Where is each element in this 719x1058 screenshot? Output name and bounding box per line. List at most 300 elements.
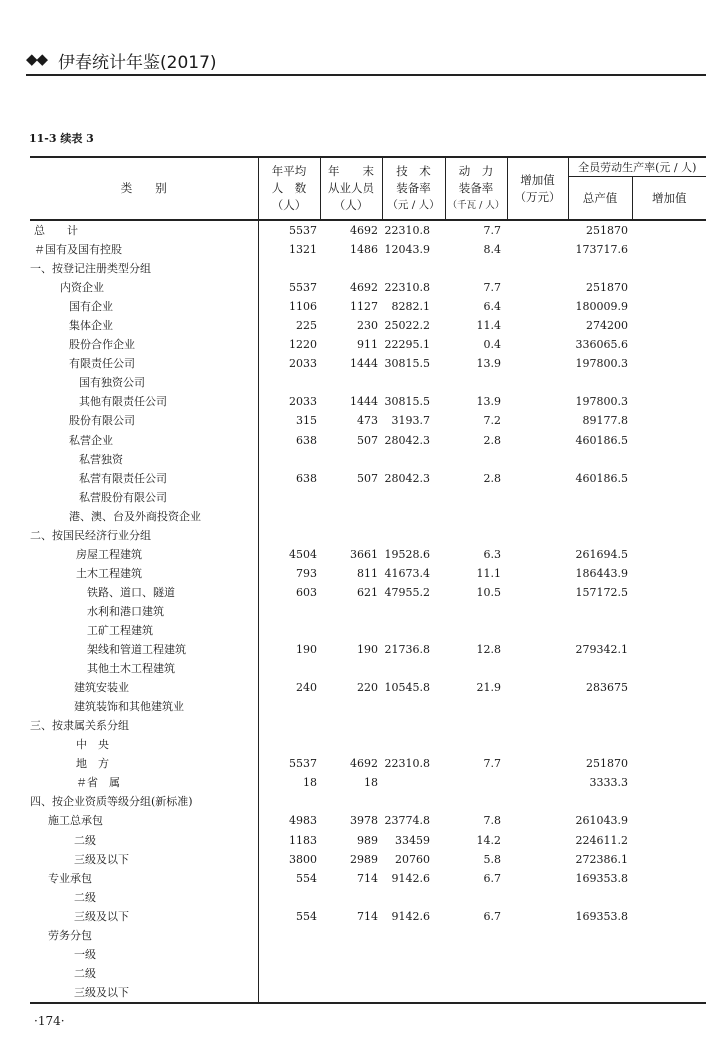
table-row	[30, 450, 706, 469]
row-value: 33459	[395, 833, 430, 847]
row-value	[632, 831, 706, 850]
row-value	[507, 945, 568, 964]
row-value: 4504	[289, 547, 317, 561]
row-value	[507, 640, 568, 659]
row-value	[320, 697, 382, 716]
table-row	[30, 869, 706, 888]
header-value-added	[507, 157, 568, 220]
header-line: 人 数	[271, 181, 307, 195]
row-value: 190	[296, 643, 317, 657]
header-line: 从业人员	[328, 181, 374, 195]
table-row	[30, 488, 706, 507]
row-value: 272386.1	[575, 852, 628, 866]
row-category: 二级	[30, 964, 258, 983]
row-category: 一级	[30, 945, 258, 964]
row-value: 3800	[289, 852, 317, 866]
row-value: 911	[357, 338, 378, 352]
row-value: 473	[357, 414, 378, 428]
row-value	[320, 450, 382, 469]
row-value	[445, 983, 507, 1003]
row-value	[632, 278, 706, 297]
yearbook-title: 伊春统计年鉴(2017)	[58, 53, 217, 73]
row-value: 714	[357, 909, 378, 923]
row-value: 225	[296, 319, 317, 333]
row-value	[445, 773, 507, 792]
row-value	[632, 354, 706, 373]
row-value	[632, 869, 706, 888]
row-value	[320, 945, 382, 964]
row-value	[382, 602, 445, 621]
row-value: 7.7	[483, 281, 501, 295]
row-value: 1444	[350, 395, 378, 409]
row-value	[382, 373, 445, 392]
row-value	[507, 411, 568, 430]
table-row	[30, 240, 706, 259]
row-value	[320, 983, 382, 1003]
row-value: 22310.8	[384, 757, 430, 771]
table-row	[30, 259, 706, 278]
row-value	[568, 735, 632, 754]
row-value	[632, 716, 706, 735]
page-number: ·174·	[34, 1014, 65, 1028]
row-value	[632, 792, 706, 811]
row-value: 21.9	[476, 681, 501, 695]
table-label: 11-3 续表 3	[29, 132, 94, 145]
row-value	[445, 526, 507, 545]
row-value: 224611.2	[575, 833, 628, 847]
row-value	[320, 792, 382, 811]
row-category: ＃国有及国有控股	[30, 240, 258, 259]
row-value	[382, 945, 445, 964]
row-value: 169353.8	[575, 871, 628, 885]
header-line: 技 术	[396, 164, 431, 178]
row-value	[632, 240, 706, 259]
row-value	[258, 373, 320, 392]
row-value	[258, 259, 320, 278]
table-row	[30, 392, 706, 411]
table-row	[30, 735, 706, 754]
row-value	[507, 335, 568, 354]
row-value	[445, 716, 507, 735]
row-category: 国有独资公司	[30, 373, 258, 392]
row-value	[320, 659, 382, 678]
running-header	[26, 48, 706, 76]
row-value	[507, 926, 568, 945]
row-category: 私营独资	[30, 450, 258, 469]
row-value	[632, 621, 706, 640]
row-value	[507, 297, 568, 316]
header-avg-employees	[258, 157, 320, 220]
row-category: 国有企业	[30, 297, 258, 316]
row-value: 251870	[586, 224, 628, 238]
row-value	[320, 526, 382, 545]
row-value	[382, 488, 445, 507]
row-value: 251870	[586, 757, 628, 771]
row-value: 197800.3	[575, 395, 628, 409]
table-row	[30, 469, 706, 488]
row-value: 261043.9	[575, 814, 628, 828]
row-value: 23774.8	[384, 814, 430, 828]
row-value: 12.8	[476, 643, 501, 657]
row-value	[507, 907, 568, 926]
row-value	[258, 526, 320, 545]
row-value	[382, 773, 445, 792]
row-value	[507, 754, 568, 773]
header-line: （人）	[333, 198, 369, 212]
row-value	[568, 621, 632, 640]
header-line: （人）	[271, 198, 307, 212]
row-value	[382, 697, 445, 716]
row-value	[445, 621, 507, 640]
row-value: 0.4	[483, 338, 501, 352]
row-value	[382, 792, 445, 811]
row-value	[320, 888, 382, 907]
row-category: 四、按企业资质等级分组(新标准)	[30, 792, 258, 811]
row-value: 1321	[289, 243, 317, 257]
table-row	[30, 621, 706, 640]
row-value: 1220	[289, 338, 317, 352]
table-body	[30, 220, 706, 1003]
row-value	[568, 526, 632, 545]
row-value: 274200	[586, 319, 628, 333]
header-category: 类 别	[30, 157, 258, 220]
table-row	[30, 583, 706, 602]
row-value	[568, 926, 632, 945]
row-value	[258, 964, 320, 983]
row-value: 989	[357, 833, 378, 847]
row-value	[258, 450, 320, 469]
row-value: 13.9	[476, 357, 501, 371]
table-row	[30, 220, 706, 240]
row-value	[632, 220, 706, 240]
row-value	[632, 907, 706, 926]
row-value: 47955.2	[384, 585, 430, 599]
header-line: （元 / 人）	[387, 199, 440, 211]
row-category: 劳务分包	[30, 926, 258, 945]
row-value	[568, 888, 632, 907]
row-value: 5537	[289, 757, 317, 771]
header-gross-output: 总产值	[568, 177, 632, 221]
row-value	[568, 488, 632, 507]
row-value	[632, 678, 706, 697]
row-value	[382, 735, 445, 754]
row-value: 638	[296, 471, 317, 485]
row-value	[445, 373, 507, 392]
row-value	[507, 469, 568, 488]
table-row	[30, 373, 706, 392]
table-row	[30, 507, 706, 526]
row-value: 3978	[350, 814, 378, 828]
row-value	[507, 888, 568, 907]
row-value	[632, 659, 706, 678]
row-value: 220	[357, 681, 378, 695]
row-value: 5537	[289, 281, 317, 295]
row-value	[568, 259, 632, 278]
row-value: 7.2	[483, 414, 501, 428]
row-category: 建筑安装业	[30, 678, 258, 697]
row-value	[507, 507, 568, 526]
row-value: 2.8	[483, 471, 501, 485]
row-value	[632, 983, 706, 1003]
table-row	[30, 335, 706, 354]
row-value	[507, 278, 568, 297]
row-category: 土木工程建筑	[30, 564, 258, 583]
row-category: 其他有限责任公司	[30, 392, 258, 411]
row-value	[507, 392, 568, 411]
row-value	[507, 621, 568, 640]
row-value	[507, 792, 568, 811]
table-row	[30, 278, 706, 297]
row-value: 2989	[350, 852, 378, 866]
row-value: 638	[296, 433, 317, 447]
row-value: 6.7	[483, 909, 501, 923]
row-value	[382, 983, 445, 1003]
row-value	[632, 735, 706, 754]
row-value: 460186.5	[575, 433, 628, 447]
row-value	[507, 545, 568, 564]
header-power-equipment-rate	[445, 157, 507, 220]
row-value: 3193.7	[391, 414, 430, 428]
row-value: 169353.8	[575, 909, 628, 923]
row-value	[258, 983, 320, 1003]
table-row	[30, 811, 706, 830]
row-value: 507	[357, 433, 378, 447]
row-value: 30815.5	[384, 357, 430, 371]
row-value	[320, 259, 382, 278]
row-value	[258, 945, 320, 964]
header-line: 年 末	[328, 164, 374, 178]
row-value: 251870	[586, 281, 628, 295]
row-value	[632, 850, 706, 869]
row-category: 架线和管道工程建筑	[30, 640, 258, 659]
row-value	[507, 678, 568, 697]
row-value: 9142.6	[391, 871, 430, 885]
row-value	[382, 450, 445, 469]
row-value	[320, 716, 382, 735]
row-value	[258, 792, 320, 811]
row-category: 水利和港口建筑	[30, 602, 258, 621]
row-category: 施工总承包	[30, 811, 258, 830]
row-value: 3333.3	[589, 776, 628, 790]
row-category: 二、按国民经济行业分组	[30, 526, 258, 545]
row-value: 336065.6	[575, 338, 628, 352]
row-value: 261694.5	[575, 547, 628, 561]
row-value: 11.4	[476, 319, 501, 333]
header-line: 装备率	[458, 181, 494, 195]
row-value	[445, 659, 507, 678]
statistics-table	[30, 156, 706, 1004]
table-row	[30, 564, 706, 583]
row-value	[507, 488, 568, 507]
row-value	[568, 659, 632, 678]
row-value	[632, 964, 706, 983]
row-value	[632, 526, 706, 545]
table-row	[30, 640, 706, 659]
row-value	[382, 964, 445, 983]
row-category: 二级	[30, 888, 258, 907]
row-value	[320, 488, 382, 507]
row-value	[632, 411, 706, 430]
row-value: 554	[296, 871, 317, 885]
row-value: 20760	[395, 852, 430, 866]
row-value	[632, 450, 706, 469]
row-category: 内资企业	[30, 278, 258, 297]
table-row	[30, 831, 706, 850]
row-value: 714	[357, 871, 378, 885]
row-value	[507, 450, 568, 469]
row-value: 4692	[350, 224, 378, 238]
row-value	[258, 926, 320, 945]
row-value	[507, 869, 568, 888]
row-category: 中 央	[30, 735, 258, 754]
row-value	[507, 735, 568, 754]
row-value: 4692	[350, 281, 378, 295]
row-value	[445, 888, 507, 907]
row-value	[382, 507, 445, 526]
row-value: 507	[357, 471, 378, 485]
row-value	[632, 297, 706, 316]
row-value	[632, 392, 706, 411]
row-value: 12043.9	[384, 243, 430, 257]
row-value	[507, 602, 568, 621]
table-row	[30, 678, 706, 697]
row-value	[632, 926, 706, 945]
row-value: 89177.8	[582, 414, 628, 428]
header-line: 年平均	[271, 164, 307, 178]
row-value: 2033	[289, 395, 317, 409]
row-value	[507, 431, 568, 450]
row-value	[632, 564, 706, 583]
row-category: 有限责任公司	[30, 354, 258, 373]
row-value	[507, 850, 568, 869]
row-value	[632, 945, 706, 964]
row-value	[507, 773, 568, 792]
header-tech-equipment-rate	[382, 157, 445, 220]
row-value	[445, 735, 507, 754]
table-row	[30, 792, 706, 811]
row-value	[382, 716, 445, 735]
row-category: 私营企业	[30, 431, 258, 450]
row-value	[632, 431, 706, 450]
row-value	[507, 831, 568, 850]
row-value	[320, 926, 382, 945]
row-value: 186443.9	[575, 566, 628, 580]
row-value	[445, 507, 507, 526]
row-category: 三、按隶属关系分组	[30, 716, 258, 735]
table-row	[30, 297, 706, 316]
row-value	[632, 373, 706, 392]
row-value	[507, 526, 568, 545]
row-value	[507, 564, 568, 583]
table-row	[30, 773, 706, 792]
row-value: 4983	[289, 814, 317, 828]
row-value	[320, 602, 382, 621]
row-value: 2.8	[483, 433, 501, 447]
row-value: 6.4	[483, 300, 501, 314]
table-row	[30, 602, 706, 621]
table-row	[30, 411, 706, 430]
row-value: 6.7	[483, 871, 501, 885]
row-value: 10.5	[476, 585, 501, 599]
row-category: 股份有限公司	[30, 411, 258, 430]
table-row	[30, 316, 706, 335]
row-value	[632, 602, 706, 621]
row-value: 1106	[289, 300, 317, 314]
row-category: 港、澳、台及外商投资企业	[30, 507, 258, 526]
row-value	[320, 735, 382, 754]
row-value	[258, 735, 320, 754]
row-value	[568, 945, 632, 964]
row-value	[382, 888, 445, 907]
row-value	[507, 583, 568, 602]
table-row	[30, 888, 706, 907]
row-value	[445, 488, 507, 507]
row-value	[507, 316, 568, 335]
row-category: 三级及以下	[30, 983, 258, 1003]
row-value	[445, 697, 507, 716]
row-value	[258, 621, 320, 640]
header-line: 增加值	[520, 172, 555, 187]
table-row	[30, 964, 706, 983]
row-value: 22310.8	[384, 224, 430, 238]
header-line: 装备率	[396, 181, 431, 195]
table-row	[30, 659, 706, 678]
row-value	[258, 697, 320, 716]
table-row	[30, 907, 706, 926]
row-value	[632, 316, 706, 335]
row-value	[445, 602, 507, 621]
table-row	[30, 850, 706, 869]
row-value: 30815.5	[384, 395, 430, 409]
table-row	[30, 431, 706, 450]
row-value	[507, 659, 568, 678]
row-value	[507, 697, 568, 716]
row-value	[445, 964, 507, 983]
row-category: 私营股份有限公司	[30, 488, 258, 507]
row-category: 地 方	[30, 754, 258, 773]
header-line: （万元）	[514, 189, 561, 204]
row-category: 一、按登记注册类型分组	[30, 259, 258, 278]
row-value: 13.9	[476, 395, 501, 409]
row-value: 4692	[350, 757, 378, 771]
row-category: 房屋工程建筑	[30, 545, 258, 564]
row-value: 7.7	[483, 224, 501, 238]
table-row	[30, 945, 706, 964]
row-value	[320, 373, 382, 392]
row-value	[507, 220, 568, 240]
row-value: 22295.1	[384, 338, 430, 352]
row-value	[382, 659, 445, 678]
row-value: 14.2	[476, 833, 501, 847]
row-value	[258, 659, 320, 678]
row-value	[568, 792, 632, 811]
row-value: 21736.8	[384, 643, 430, 657]
row-category: ＃省 属	[30, 773, 258, 792]
row-value	[507, 373, 568, 392]
row-value	[632, 545, 706, 564]
header-value-added-sub: 增加值	[632, 177, 706, 221]
row-value	[320, 507, 382, 526]
row-category: 铁路、道口、隧道	[30, 583, 258, 602]
row-value: 230	[357, 319, 378, 333]
row-value	[632, 583, 706, 602]
row-value: 5.8	[483, 852, 501, 866]
row-value	[258, 602, 320, 621]
row-value: 28042.3	[384, 471, 430, 485]
row-category: 工矿工程建筑	[30, 621, 258, 640]
row-value	[507, 811, 568, 830]
row-value	[382, 926, 445, 945]
